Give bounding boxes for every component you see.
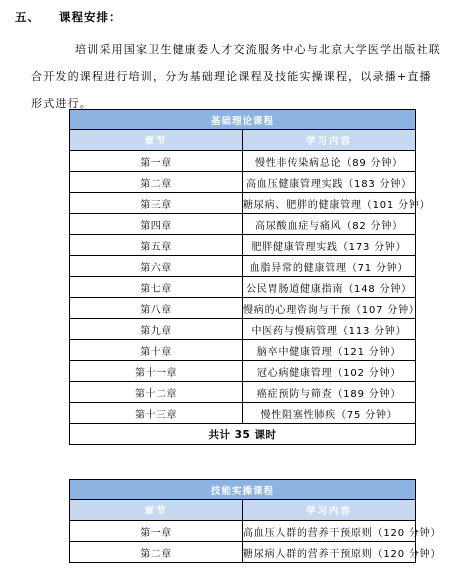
section-title: 课程安排：	[59, 10, 122, 24]
skill-practice-course-table	[69, 479, 442, 563]
chapter-cell: 第十二章	[70, 382, 243, 403]
content-cell: 慢性非传染病总论（89 分钟）	[243, 151, 416, 172]
table-row	[70, 542, 416, 563]
table-row	[70, 319, 416, 340]
chapter-cell: 第四章	[70, 214, 243, 235]
section-number: 五、	[15, 10, 40, 24]
content-cell: 中医药与慢病管理（113 分钟）	[243, 319, 416, 340]
table-body	[70, 151, 431, 424]
table-title: 技能实操课程	[70, 480, 416, 500]
paragraph-line: 形式进行。	[31, 97, 92, 110]
content-cell: 慢病的心理咨询与干预（107 分钟）	[243, 298, 416, 319]
column-header-chapter: 章节	[70, 500, 243, 521]
chapter-cell: 第三章	[70, 193, 243, 214]
content-cell: 高尿酸血症与痛风（82 分钟）	[243, 214, 416, 235]
content-cell: 高血压人群的营养干预原则（120 分钟）	[243, 521, 416, 542]
table-row	[70, 256, 416, 277]
table-row	[70, 235, 416, 256]
chapter-cell: 第二章	[70, 172, 243, 193]
table-row	[70, 382, 416, 403]
content-cell: 公民胃肠道健康指南（148 分钟）	[243, 277, 416, 298]
chapter-cell: 第二章	[70, 542, 243, 563]
table-row	[70, 340, 416, 361]
column-header-content: 学习内容	[243, 500, 416, 521]
basic-theory-course-table	[69, 109, 431, 445]
table-total: 共计 35 课时	[70, 424, 416, 445]
column-header-chapter: 章节	[70, 130, 243, 151]
table-row	[70, 521, 416, 542]
content-cell: 高血压健康管理实践（183 分钟）	[243, 172, 416, 193]
intro-paragraph	[31, 36, 451, 117]
column-header-content: 学习内容	[243, 130, 416, 151]
table-body	[70, 521, 442, 563]
table-row	[70, 298, 416, 319]
content-cell: 慢性阻塞性肺疾（75 分钟）	[243, 403, 416, 424]
content-cell: 癌症预防与筛查（189 分钟）	[243, 382, 416, 403]
chapter-cell: 第十三章	[70, 403, 243, 424]
chapter-cell: 第六章	[70, 256, 243, 277]
table-row	[70, 361, 416, 382]
content-cell: 脑卒中健康管理（121 分钟）	[243, 340, 416, 361]
chapter-cell: 第十一章	[70, 361, 243, 382]
table-row	[70, 151, 416, 172]
chapter-cell: 第九章	[70, 319, 243, 340]
chapter-cell: 第八章	[70, 298, 243, 319]
content-cell: 肥胖健康管理实践（173 分钟）	[243, 235, 416, 256]
content-cell: 血脂异常的健康管理（71 分钟）	[243, 256, 416, 277]
paragraph-line: 合开发的课程进行培训，分为基础理论课程及技能实操课程，以录播+直播	[31, 70, 432, 83]
chapter-cell: 第十章	[70, 340, 243, 361]
chapter-cell: 第五章	[70, 235, 243, 256]
content-cell: 冠心病健康管理（102 分钟）	[243, 361, 416, 382]
table-row	[70, 193, 416, 214]
paragraph-line: 培训采用国家卫生健康委人才交流服务中心与北京大学医学出版社联	[75, 43, 441, 56]
content-cell: 糖尿病人群的营养干预原则（120 分钟）	[243, 542, 416, 563]
table-row	[70, 403, 416, 424]
table-row	[70, 172, 416, 193]
content-cell: 糖尿病、肥胖的健康管理（101 分钟）	[243, 193, 416, 214]
table-row	[70, 277, 416, 298]
chapter-cell: 第七章	[70, 277, 243, 298]
chapter-cell: 第一章	[70, 151, 243, 172]
section-heading	[15, 9, 122, 25]
table-row	[70, 214, 416, 235]
chapter-cell: 第一章	[70, 521, 243, 542]
table-title: 基础理论课程	[70, 110, 416, 130]
